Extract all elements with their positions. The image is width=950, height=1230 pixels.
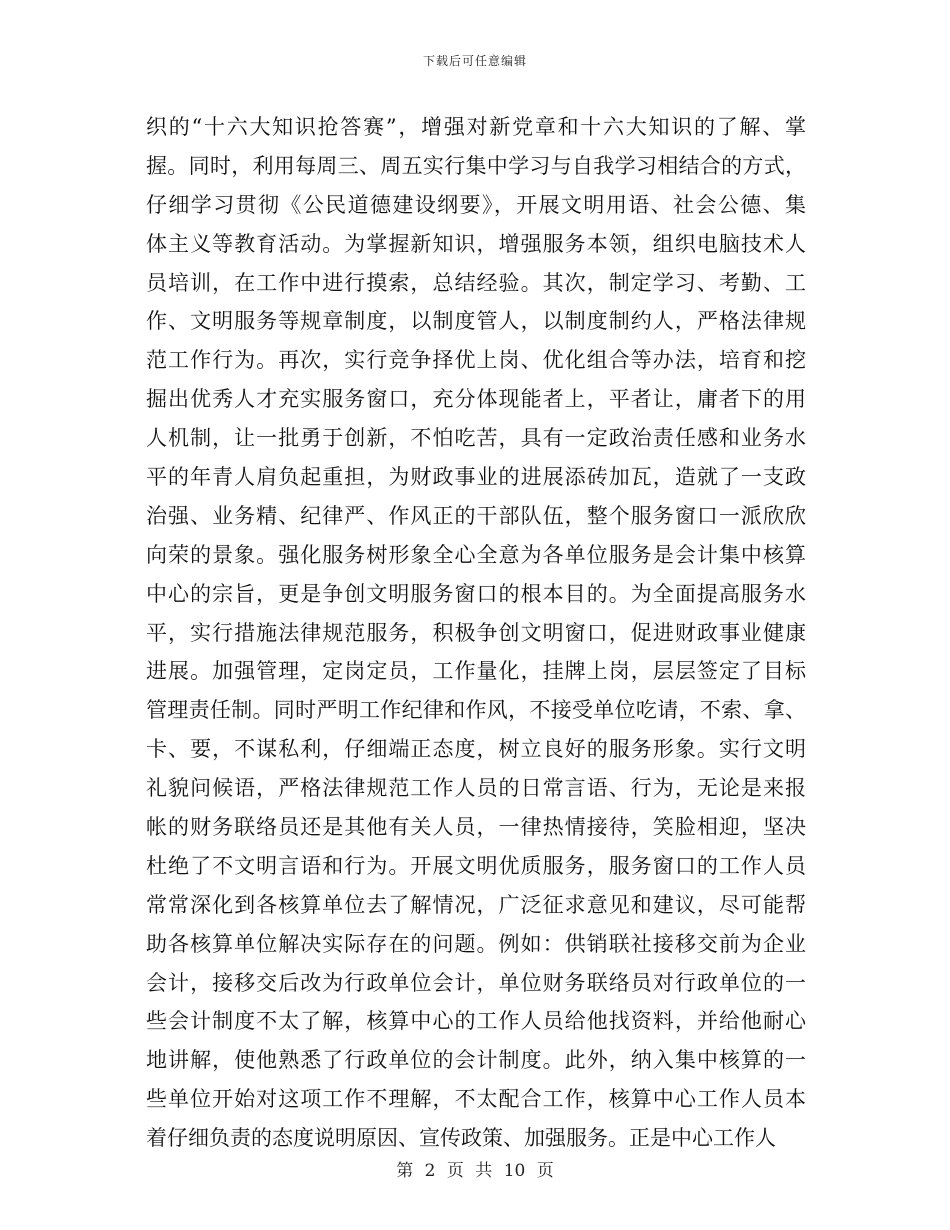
text-line: 会计，接移交后改为行政单位会计，单位财务联络员对行政单位的一: [146, 970, 806, 995]
text-line: 杜绝了不文明言语和行为。开展文明优质服务，服务窗口的工作人员: [146, 853, 806, 878]
page-number: 第 2 页 共 10 页: [396, 1161, 554, 1181]
text-line: 治强、业务精、纪律严、作风正的干部队伍，整个服务窗口一派欣欣: [146, 503, 806, 528]
text-line: 握。同时，利用每周三、周五实行集中学习与自我学习相结合的方式，: [146, 153, 806, 178]
text-line: 平的年青人肩负起重担，为财政事业的进展添砖加瓦，造就了一支政: [146, 465, 806, 490]
text-line: 中心的宗旨，更是争创文明服务窗口的根本目的。为全面提高服务水: [146, 581, 806, 606]
text-line: 着仔细负责的态度说明原因、宣传政策、加强服务。正是中心工作人: [146, 1126, 776, 1151]
text-line: 帐的财务联络员还是其他有关人员，一律热情接待，笑脸相迎，坚决: [146, 815, 806, 840]
text-line: 平，实行措施法律规范服务，积极争创文明窗口，促进财政事业健康: [146, 620, 806, 645]
body-text: [146, 108, 806, 1158]
text-line: 人机制，让一批勇于创新，不怕吃苦，具有一定政治责任感和业务水: [146, 426, 806, 451]
text-line: 常常深化到各核算单位去了解情况，广泛征求意见和建议，尽可能帮: [146, 892, 806, 917]
text-line: 卡、要，不谋私利，仔细端正态度，树立良好的服务形象。实行文明: [146, 737, 806, 762]
text-line: 范工作行为。再次，实行竞争择优上岗、优化组合等办法，培育和挖: [146, 348, 806, 373]
text-line: 助各核算单位解决实际存在的问题。例如：供销联社接移交前为企业: [146, 931, 806, 956]
text-line: 礼貌问候语，严格法律规范工作人员的日常言语、行为，无论是来报: [146, 776, 806, 801]
text-line: 员培训，在工作中进行摸索，总结经验。其次，制定学习、考勤、工: [146, 270, 806, 295]
page-header: 下载后可任意编辑: [422, 54, 527, 68]
text-line: 些单位开始对这项工作不理解，不太配合工作，核算中心工作人员本: [146, 1087, 806, 1112]
text-line: 体主义等教育活动。为掌握新知识，增强服务本领，组织电脑技术人: [146, 231, 806, 256]
text-line: 作、文明服务等规章制度，以制度管人，以制度制约人，严格法律规: [146, 309, 806, 334]
text-line: 进展。加强管理，定岗定员，工作量化，挂牌上岗，层层签定了目标: [146, 659, 806, 684]
text-line: 地讲解，使他熟悉了行政单位的会计制度。此外，纳入集中核算的一: [146, 1048, 806, 1073]
text-line: 掘出优秀人才充实服务窗口，充分体现能者上，平者让，庸者下的用: [146, 387, 806, 412]
text-line: 些会计制度不太了解，核算中心的工作人员给他找资料，并给他耐心: [146, 1009, 806, 1034]
text-line: 向荣的景象。强化服务树形象全心全意为各单位服务是会计集中核算: [146, 542, 806, 567]
text-line: 仔细学习贯彻《公民道德建设纲要》，开展文明用语、社会公德、集: [146, 192, 806, 217]
text-line: 织的“十六大知识抢答赛”，增强对新党章和十六大知识的了解、掌: [146, 115, 806, 139]
text-line: 管理责任制。同时严明工作纪律和作风，不接受单位吃请，不索、拿、: [146, 698, 806, 723]
